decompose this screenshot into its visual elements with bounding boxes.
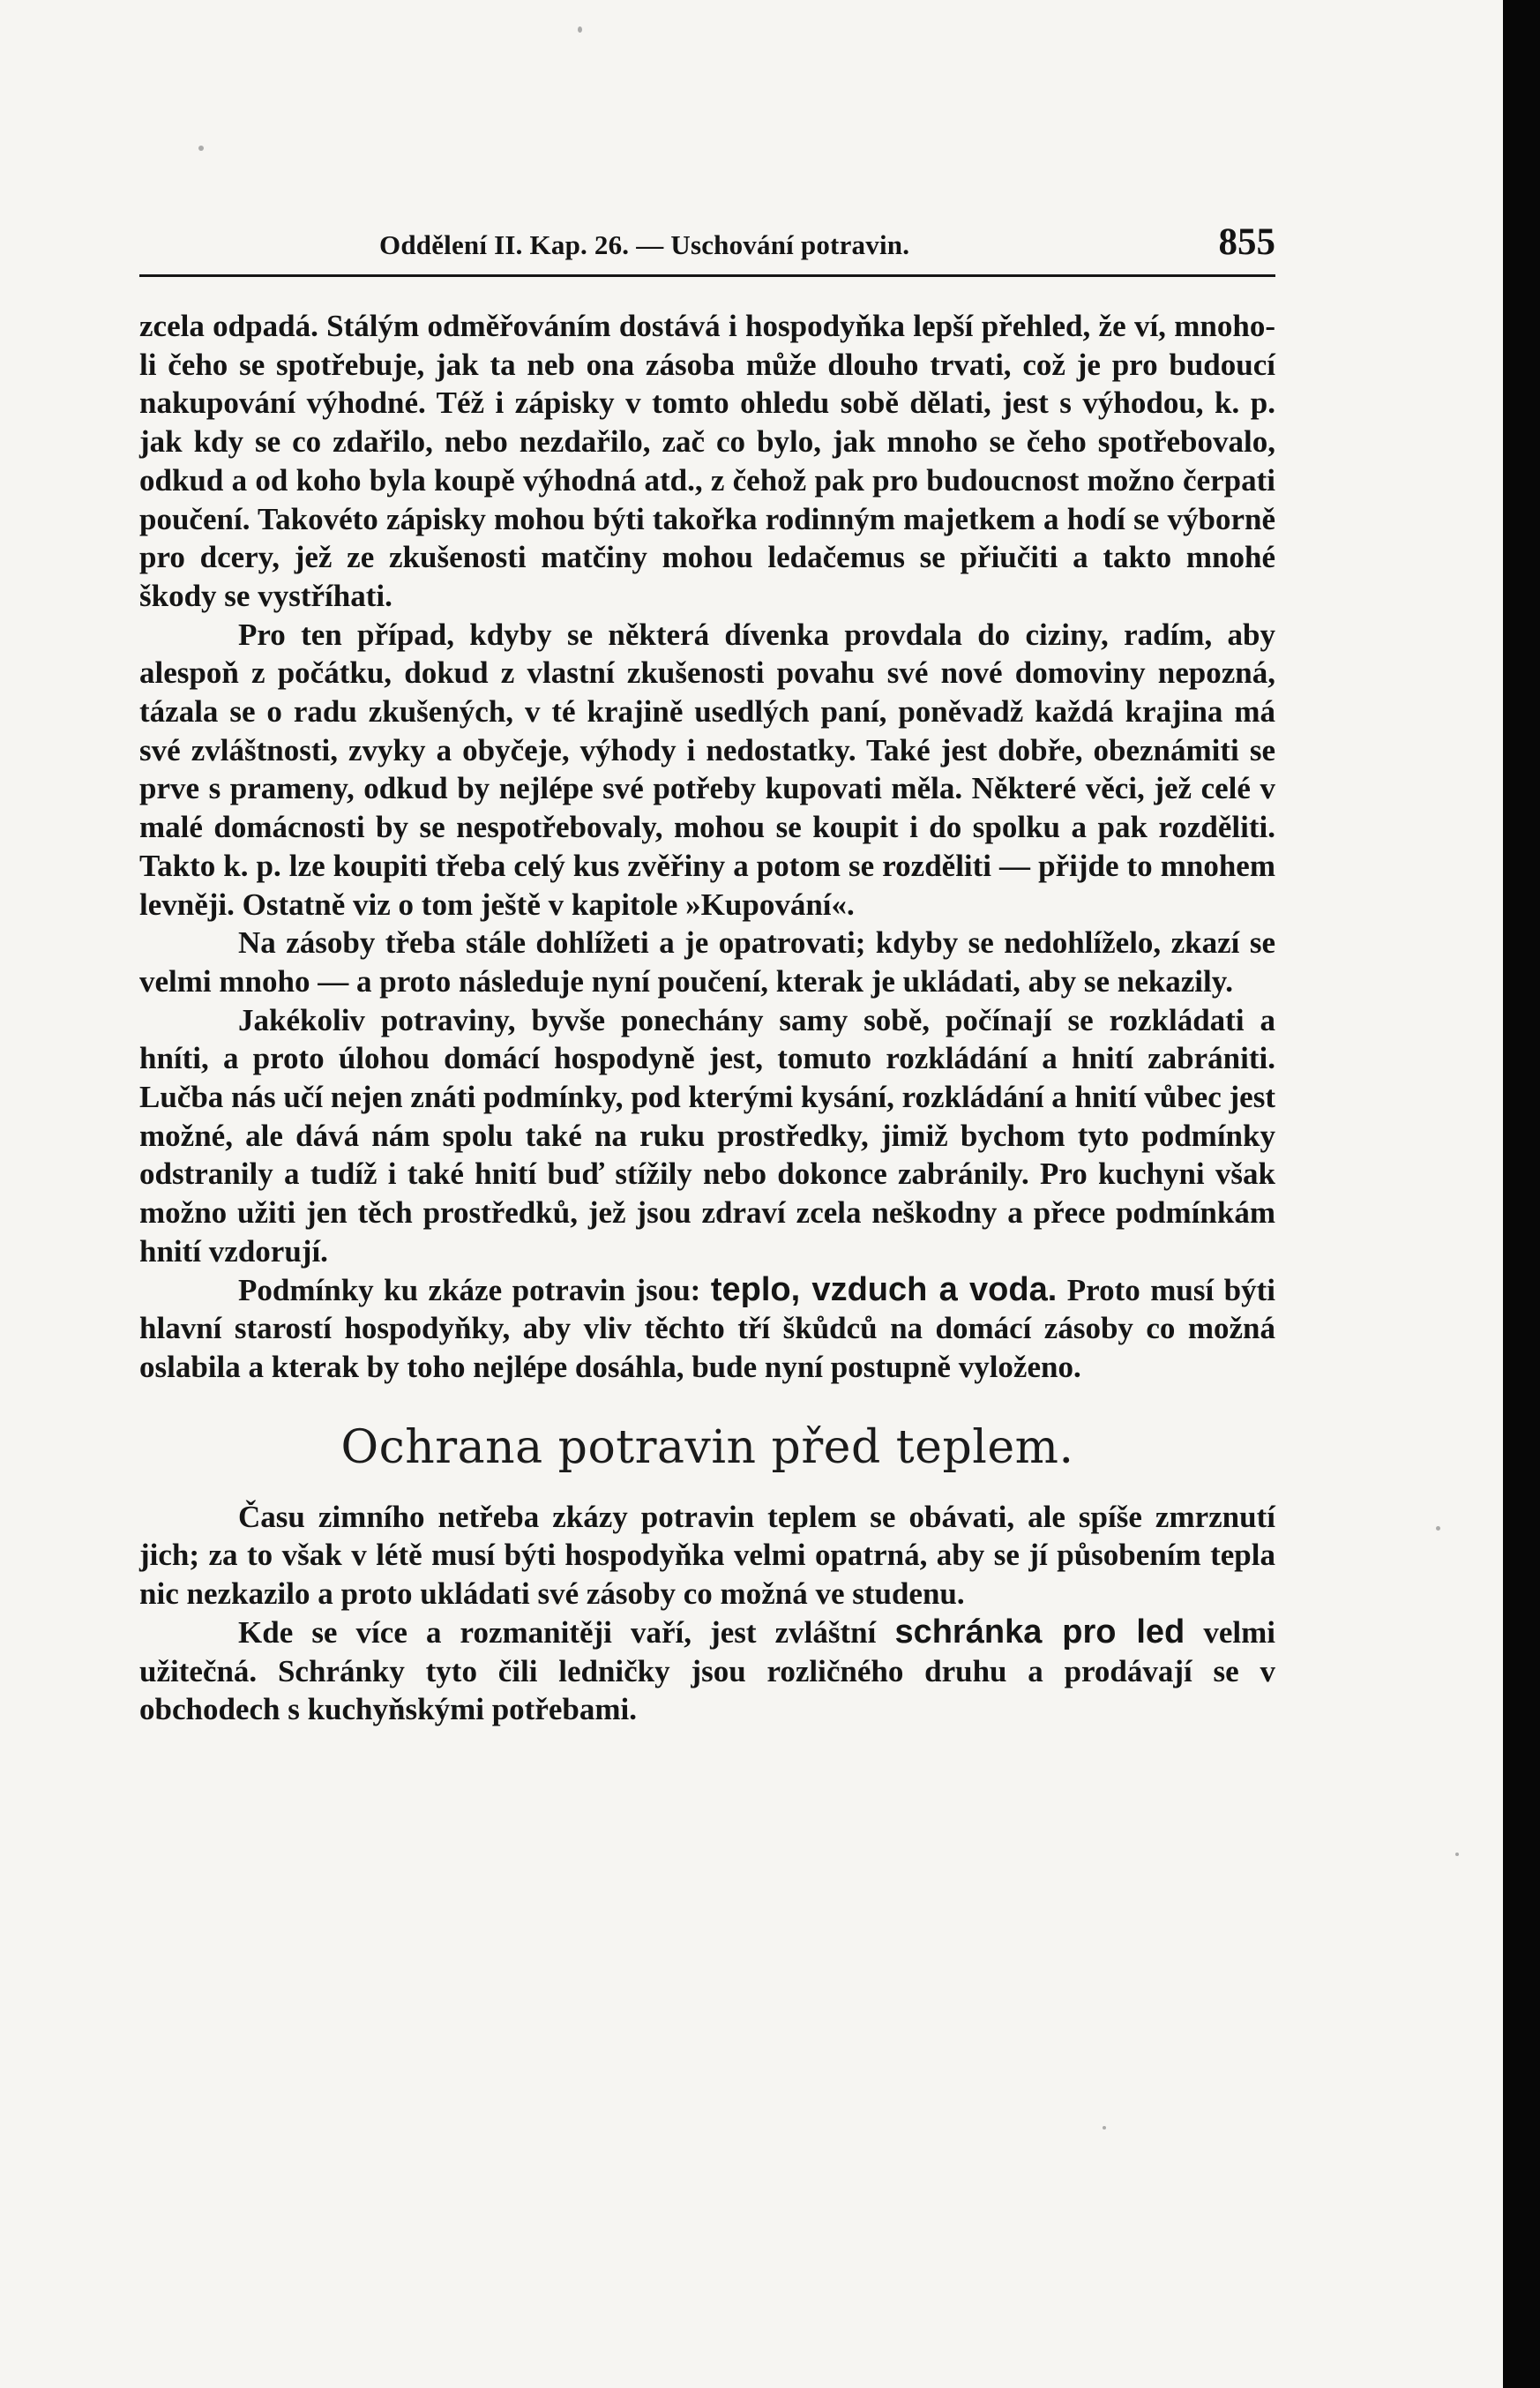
scan-speck [1455,1853,1459,1856]
paragraph-5 [139,1271,1275,1387]
section-paragraph-2 [139,1613,1275,1729]
section-paragraph-1: Času zimního netřeba zkázy potravin teplem se obávati, ale spíše zmrznutí jich; za to však v létě musí býti hospodyňka velmi opatrná, aby se jí působením tepla nic nezkazilo a proto ukládati své zásoby co možná ve studenu. [139,1499,1275,1612]
section-heading: Ochrana potravin před teplem. [340,1420,1074,1474]
paragraph-5-after: Proto musí býti hlavní starostí hospodyňky, aby vliv těchto tří škůdců na domácí zásoby co možná oslabila a kterak by toho nejlépe dosáhla, bude nyní postupně vyloženo. [139,1272,1275,1384]
page-number: 855 [1218,221,1275,263]
paragraph-2: Pro ten případ, kdyby se některá dívenka provdala do ciziny, radím, aby alespoň z počátku, dokud z vlastní zkušenosti povahu své nové domoviny nepozná, tázala se o radu zkušených, v té krajině usedlých paní, poněvadž každá krajina má své zvláštnosti, zvyky a obyčeje, výhody i nedostatky. Také jest dobře, obeznámiti se prve s prameny, odkud by nejlépe své potřeby kupovati měla. Některé věci, jež celé v malé domácnosti by se nespotřebovaly, mohou se koupit i do spolku a pak rozděliti. Takto k. p. lze koupiti třeba celý kus zvěřiny a potom se rozděliti — přijde to mnohem levněji. Ostatně viz o tom ještě v kapitole »Kupování«. [139,617,1275,922]
scan-speck [1103,2126,1106,2130]
section-paragraph-2-emphasis: schránka pro led [894,1613,1185,1651]
running-head: Oddělení II. Kap. 26. — Uschování potravin. [379,229,910,260]
paragraph-4: Jakékoliv potraviny, byvše ponechány samy sobě, počínají se rozkládati a hníti, a proto úlohou domácí hospodyně jest, tomuto rozkládání a hnití zabrániti. Lučba nás učí nejen znáti podmínky, pod kterými kysání, rozkládání a hnití vůbec jest možné, ale dává nám spolu také na ruku prostředky, jimiž bychom tyto podmínky odstranily a tudíž i také hnití buď stížily nebo dokonce zabránily. Pro kuchyni však možno užiti jen těch prostředků, jež jsou zdraví zcela neškodny a přece podmínkám hnití vzdorují. [139,1002,1275,1269]
paragraph-1: zcela odpadá. Stálým odměřováním dostává i hospodyňka lepší přehled, že ví, mnoho-li čeho se spotřebuje, jak ta neb ona zásoba může dlouho trvati, což je pro budoucí nakupování výhodné. Též i zápisky v tomto ohledu sobě dělati, jest s výhodou, k. p. jak kdy se co zdařilo, nebo nezdařilo, zač co bylo, jak mnoho se čeho spotřebovalo, odkud a od koho byla koupě výhodná atd., z čehož pak pro budoucnost možno čerpati poučení. Takovéto zápisky mohou býti takořka rodinným majetkem a hodí se výborně pro dcery, jež ze zkušenosti matčiny mohou ledačemus se přiučiti a takto mnohé škody se vystříhati. [139,309,1275,613]
page-header [139,221,1275,275]
paragraph-5-before: Podmínky ku zkáze potravin jsou: [238,1272,701,1307]
scan-speck [1436,1526,1440,1531]
paragraph-5-emphasis: teplo, vzduch a voda. [710,1270,1058,1308]
section-paragraph-2-after: velmi užitečná. Schránky tyto čili ledničky jsou rozličného druhu a prodávají se v obchodech s kuchyňskými potřebami. [139,1614,1275,1727]
scan-dark-edge [1503,0,1540,2388]
section-paragraph-2-before: Kde se více a rozmanitěji vaří, jest zvláštní [238,1614,877,1650]
paragraph-3: Na zásoby třeba stále dohlížeti a je opatrovati; kdyby se nedohlíželo, zkazí se velmi mnoho — a proto následuje nyní poučení, kterak je ukládati, aby se nekazily. [139,925,1275,999]
scan-speck [578,26,582,33]
header-rule [139,274,1275,277]
page-body [139,307,1275,1729]
scan-speck [198,146,204,151]
